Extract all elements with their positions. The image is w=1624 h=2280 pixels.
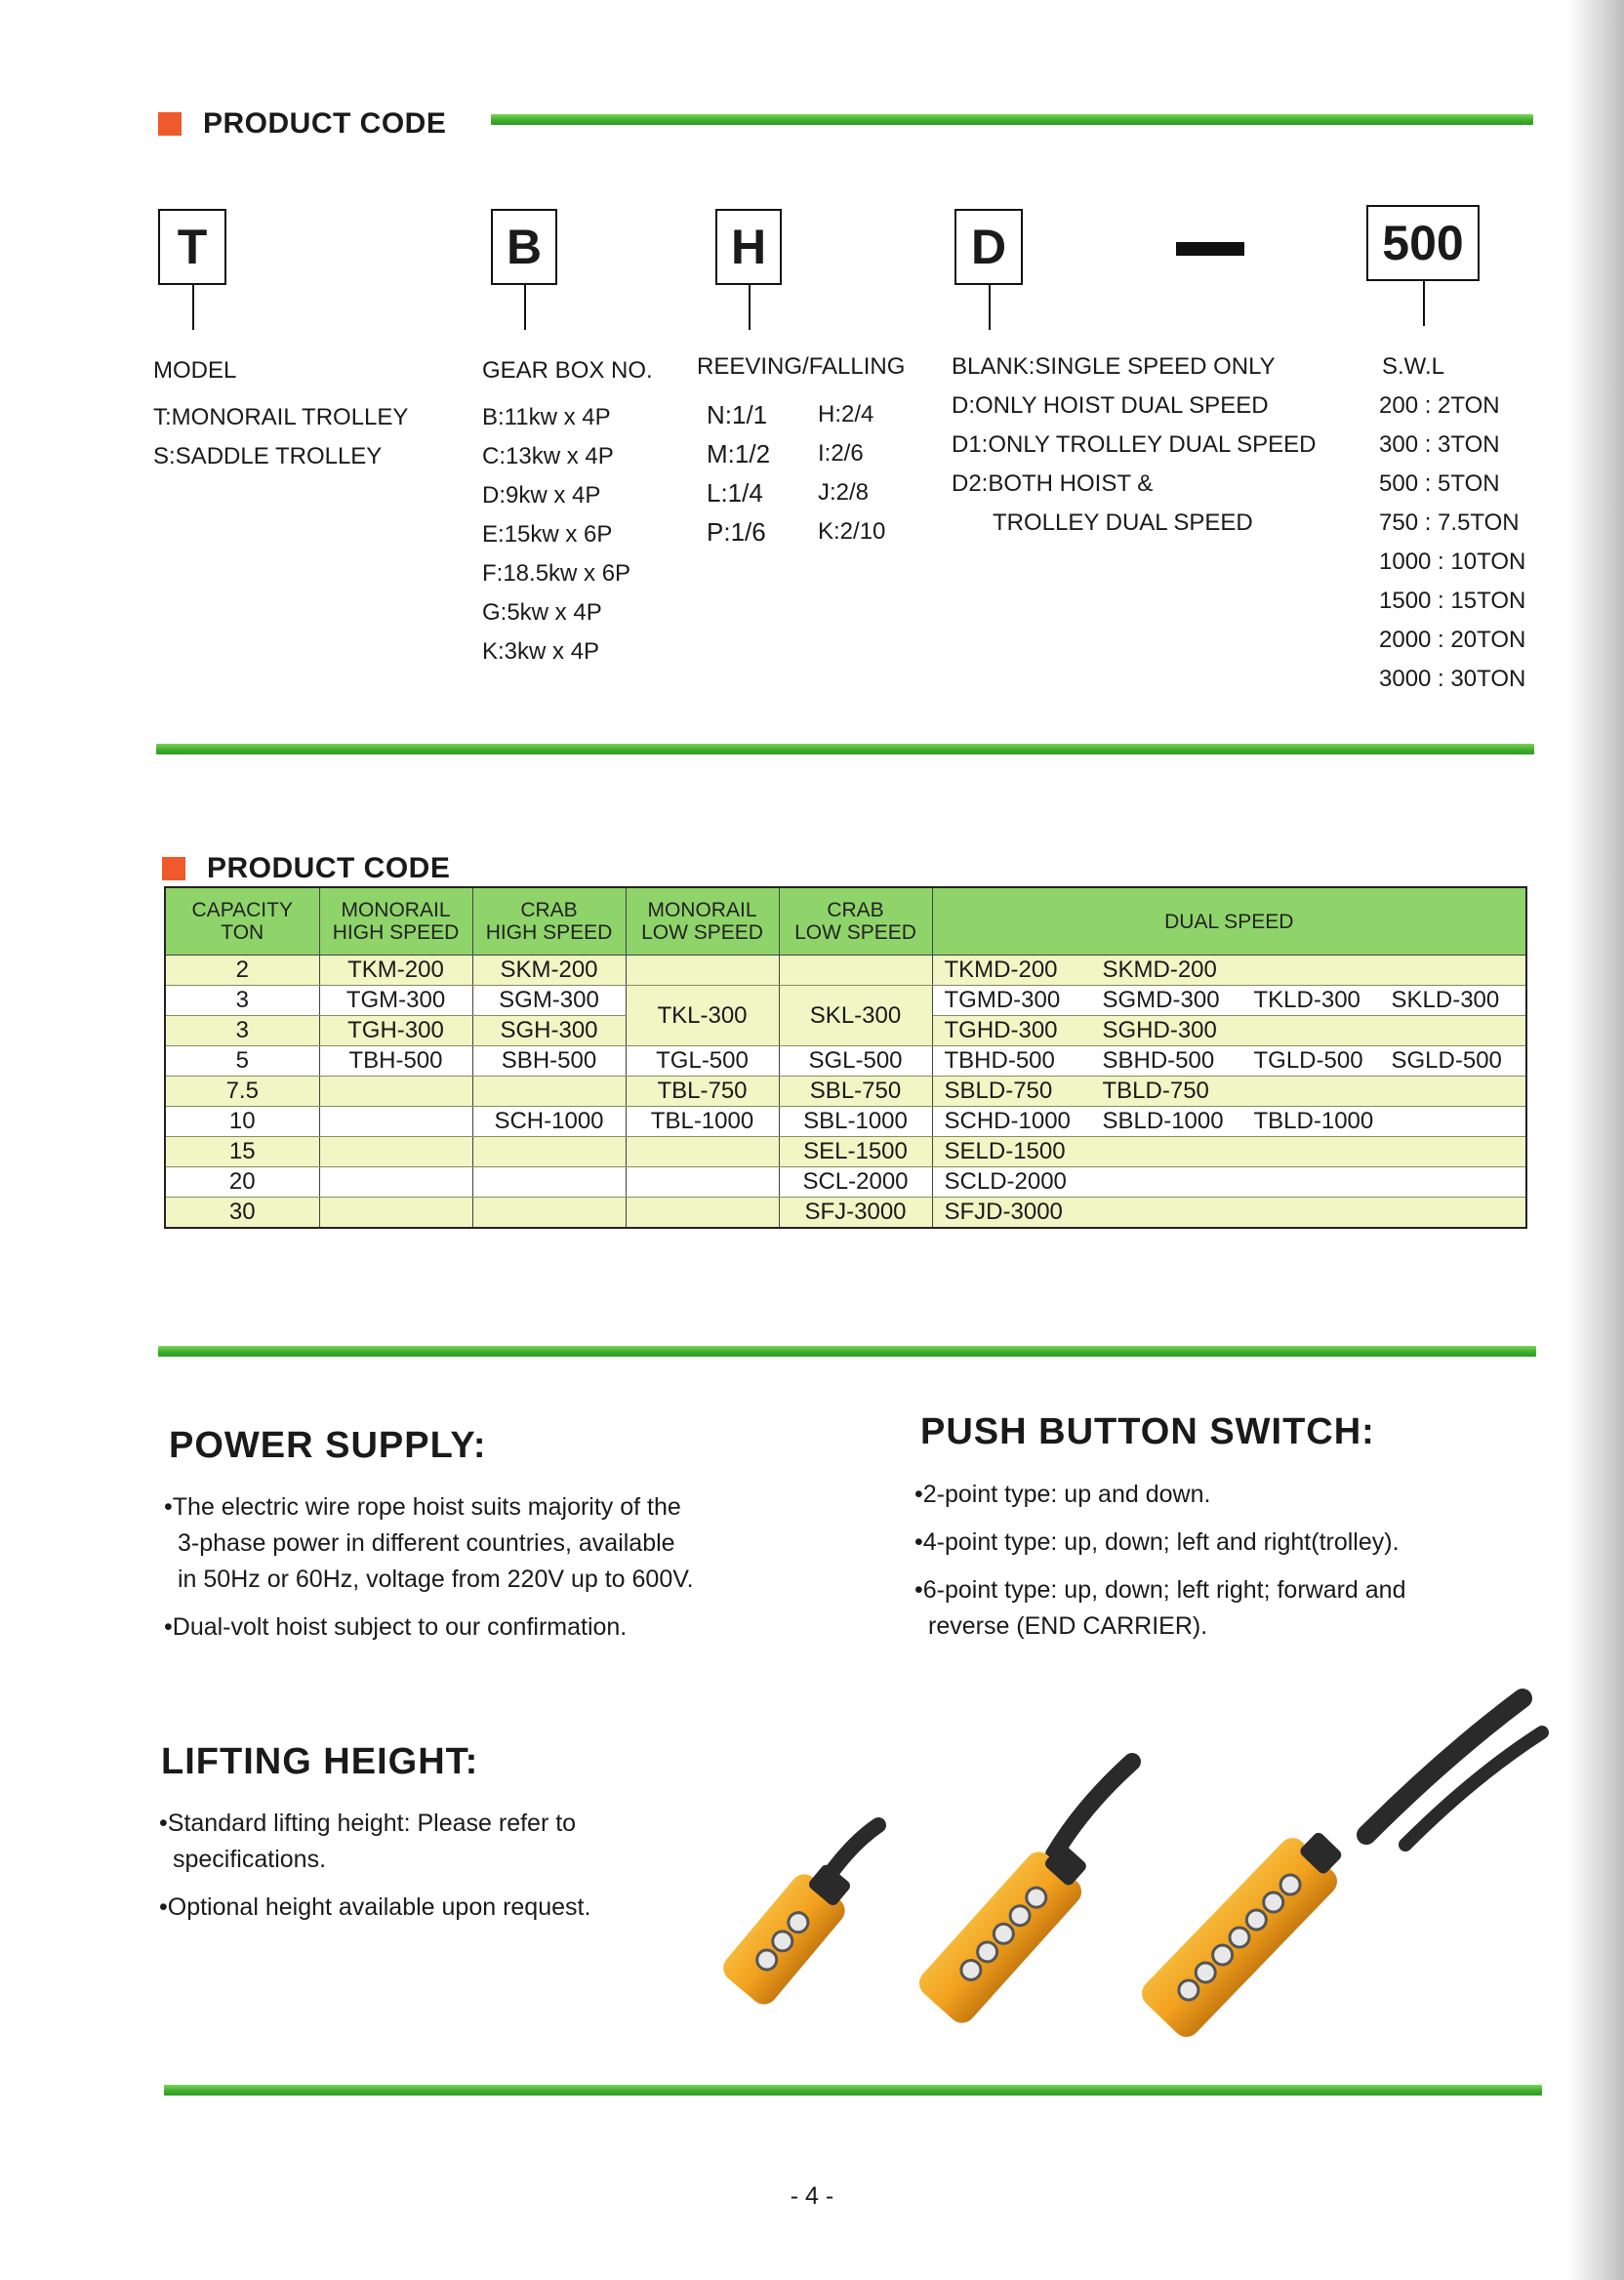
product-code-table [164,886,1527,1229]
cell-crab-low-merged: SKL-300 [779,986,932,1046]
cell-dual-speed: TGMD-300 SGMD-300 TKLD-300 SKLD-300 [932,986,1526,1016]
push-button-heading: PUSH BUTTON SWITCH: [920,1411,1375,1452]
cell-mono-high: TBH-500 [319,1046,472,1077]
swl-item: 2000 : 20TON [1379,627,1526,653]
power-line: • The electric wire rope hoist suits majority of the [164,1493,681,1521]
table-row [165,1046,1526,1077]
section-header-product-code-table [162,852,450,885]
header-crab-low: CRAB LOW SPEED [779,887,932,956]
cell-mono-low-merged: TKL-300 [626,986,779,1046]
speed-item: TROLLEY DUAL SPEED [993,509,1253,536]
swl-heading: S.W.L [1382,353,1445,380]
push-paragraph-3 [914,1572,1406,1645]
model-item: T:MONORAIL TROLLEY [153,404,409,430]
lifting-paragraph-1 [159,1806,590,1878]
dash-separator [1176,242,1244,256]
speed-item: D2:BOTH HOIST & [952,470,1154,497]
speed-item: D:ONLY HOIST DUAL SPEED [952,392,1269,419]
table-row [165,1107,1526,1137]
reeving-item: M:1/2 [707,439,771,468]
table-row [165,1198,1526,1229]
cell-mono-high [319,1167,472,1198]
cell-mono-low [626,956,779,986]
model-column [153,351,408,476]
cell-mono-low [626,1167,779,1198]
push-paragraph-2: • 4-point type: up, down; left and right(trolley). [914,1528,1400,1556]
speed-column [952,347,1317,543]
section-header-product-code [158,107,446,141]
cell-mono-high: TGM-300 [319,986,472,1016]
header-monorail-high: MONORAIL HIGH SPEED [319,887,472,956]
section-title: PRODUCT CODE [203,107,447,140]
cell-crab-high [472,1077,626,1107]
cell-mono-low: TBL-1000 [626,1107,779,1137]
table-row [165,1137,1526,1167]
swl-item: 3000 : 30TON [1379,666,1526,692]
cell-capacity: 20 [165,1167,319,1198]
cell-mono-high: TGH-300 [319,1016,472,1046]
cell-crab-high: SGH-300 [472,1016,626,1046]
cell-mono-high [319,1107,472,1137]
code-box-gearbox: B [491,209,557,285]
cell-crab-low: SBL-1000 [779,1107,932,1137]
gearbox-item: E:15kw x 6P [482,521,613,548]
header-crab-high: CRAB HIGH SPEED [472,887,626,956]
reeving-item: P:1/6 [707,517,766,547]
reeving-item: I:2/6 [818,440,864,467]
pendant-switches-illustration [664,1679,1581,2108]
push-paragraph-1: • 2-point type: up and down. [914,1481,1210,1508]
cell-mono-low [626,1198,779,1229]
swl-item: 1000 : 10TON [1379,549,1526,575]
cell-dual-speed: TGHD-300 SGHD-300 [932,1016,1526,1046]
cell-dual-speed: SCLD-2000 [932,1167,1526,1198]
header-monorail-low: MONORAIL LOW SPEED [626,887,779,956]
gearbox-item: F:18.5kw x 6P [482,560,631,587]
green-divider [158,1346,1536,1357]
swl-item: 300 : 3TON [1379,431,1500,458]
cell-crab-high [472,1137,626,1167]
gearbox-item: C:13kw x 4P [482,443,614,469]
cell-dual-speed: SCHD-1000 SBLD-1000 TBLD-1000 [932,1107,1526,1137]
table-row [165,956,1526,986]
cell-dual-speed: SBLD-750 TBLD-750 [932,1077,1526,1107]
green-divider [156,744,1534,754]
reeving-item: L:1/4 [707,478,763,508]
page-number: - 4 - [790,2182,834,2210]
green-divider [164,2085,1542,2096]
pendant-4-point [914,1762,1132,2028]
cell-capacity: 3 [165,1016,319,1046]
cell-capacity: 3 [165,986,319,1016]
reeving-item: H:2/4 [818,401,874,428]
pendant-6-point [1136,1698,1542,2043]
swl-item: 500 : 5TON [1379,470,1500,497]
lifting-height-heading: LIFTING HEIGHT: [161,1741,479,1782]
push-button-text [914,1477,1406,1656]
gearbox-item: K:3kw x 4P [482,638,600,665]
code-box-speed: D [954,209,1023,285]
push-line: • 6-point type: up, down; left right; forward and [914,1576,1406,1604]
table-header-row [165,887,1526,956]
header-dual-speed: DUAL SPEED [932,887,1526,956]
swl-item: 200 : 2TON [1379,392,1500,419]
cell-mono-low [626,1137,779,1167]
gearbox-item: G:5kw x 4P [482,599,602,626]
speed-item: D1:ONLY TROLLEY DUAL SPEED [952,431,1317,458]
code-box-model: T [158,209,226,285]
gearbox-item: B:11kw x 4P [482,404,611,430]
cell-capacity: 5 [165,1046,319,1077]
swl-item: 1500 : 15TON [1379,588,1526,614]
cell-dual-speed: TKMD-200 SKMD-200 [932,956,1526,986]
lifting-line: specifications. [173,1846,327,1873]
cell-crab-high [472,1198,626,1229]
table-row [165,986,1526,1016]
cell-crab-low: SFJ-3000 [779,1198,932,1229]
gearbox-item: D:9kw x 4P [482,482,601,509]
cell-crab-high [472,1167,626,1198]
red-square-icon [158,112,182,136]
code-box-swl: 500 [1366,205,1480,281]
header-capacity: CAPACITY TON [165,887,319,956]
swl-column [1379,347,1525,699]
pendant-2-point [717,1825,878,2010]
cell-crab-low: SGL-500 [779,1046,932,1077]
red-square-icon [162,857,185,880]
reeving-left-column [707,395,770,551]
cell-crab-low [779,956,932,986]
power-supply-text [164,1489,694,1657]
power-line: 3-phase power in different countries, available [178,1529,675,1557]
power-line: in 50Hz or 60Hz, voltage from 220V up to 600V. [178,1566,694,1593]
cell-capacity: 15 [165,1137,319,1167]
cell-crab-low: SCL-2000 [779,1167,932,1198]
code-box-reeving: H [715,209,782,285]
gearbox-heading: GEAR BOX NO. [482,357,653,384]
cell-mono-high: TKM-200 [319,956,472,986]
cell-crab-high: SKM-200 [472,956,626,986]
cell-crab-high: SGM-300 [472,986,626,1016]
table-row [165,1077,1526,1107]
cell-dual-speed: SELD-1500 [932,1137,1526,1167]
cell-crab-low: SBL-750 [779,1077,932,1107]
cell-mono-high [319,1198,472,1229]
cell-crab-low: SEL-1500 [779,1137,932,1167]
cell-capacity: 7.5 [165,1077,319,1107]
cell-crab-high: SCH-1000 [472,1107,626,1137]
cell-mono-low: TBL-750 [626,1077,779,1107]
cell-mono-high [319,1137,472,1167]
gearbox-column [482,351,653,672]
reeving-item: K:2/10 [818,518,886,545]
cell-capacity: 30 [165,1198,319,1229]
cell-capacity: 10 [165,1107,319,1137]
lifting-height-text [159,1806,590,1937]
model-heading: MODEL [153,357,237,384]
table-row [165,1167,1526,1198]
green-divider [491,114,1533,125]
power-supply-heading: POWER SUPPLY: [169,1425,487,1466]
swl-item: 750 : 7.5TON [1379,509,1520,536]
lifting-paragraph-2: • Optional height available upon request. [159,1893,590,1921]
model-item: S:SADDLE TROLLEY [153,443,383,469]
reeving-heading-wrap [697,347,905,387]
cell-dual-speed: TBHD-500 SBHD-500 TGLD-500 SGLD-500 [932,1046,1526,1077]
cell-mono-high [319,1077,472,1107]
reeving-item: N:1/1 [707,400,768,429]
cell-crab-high: SBH-500 [472,1046,626,1077]
cell-mono-low: TGL-500 [626,1046,779,1077]
lifting-line: • Standard lifting height: Please refer to [159,1810,576,1837]
power-paragraph-1 [164,1489,694,1598]
section-title: PRODUCT CODE [207,852,451,884]
cell-dual-speed: SFJD-3000 [932,1198,1526,1229]
reeving-right-column [818,395,885,551]
cell-capacity: 2 [165,956,319,986]
push-line: reverse (END CARRIER). [928,1612,1208,1640]
speed-item: BLANK:SINGLE SPEED ONLY [952,353,1276,380]
reeving-heading: REEVING/FALLING [697,353,906,380]
reeving-item: J:2/8 [818,479,870,506]
power-paragraph-2: • Dual-volt hoist subject to our confirmation. [164,1613,627,1641]
